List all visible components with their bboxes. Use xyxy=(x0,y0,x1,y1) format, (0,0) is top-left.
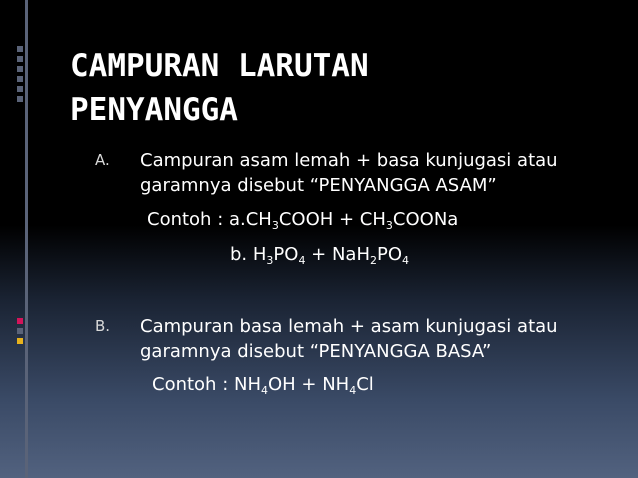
top-rail-squares xyxy=(17,46,23,106)
example-a2: b. $H_3PO_4 + NaH_2PO_4$ xyxy=(230,244,410,267)
item-a-line2: garamnya disebut “PENYANGGA ASAM” xyxy=(140,175,497,196)
item-b-line2: garamnya disebut “PENYANGGA BASA” xyxy=(140,341,492,362)
item-b-line1: Campuran basa lemah + asam kunjugasi atau xyxy=(140,316,558,337)
left-rail xyxy=(25,0,28,478)
bottom-rail-squares xyxy=(17,318,23,348)
list-marker-a: A. xyxy=(95,151,110,169)
list-marker-b: B. xyxy=(95,317,111,335)
slide-title: CAMPURAN LARUTAN PENYANGGA xyxy=(70,48,369,128)
example-b: Contoh : $NH_4OH + NH_4Cl$ xyxy=(152,374,374,397)
item-a-line1: Campuran asam lemah + basa kunjugasi atau xyxy=(140,150,558,171)
example-a1: Contoh : $a.CH_3COOH$ + $CH_3COONa$ xyxy=(147,209,459,232)
